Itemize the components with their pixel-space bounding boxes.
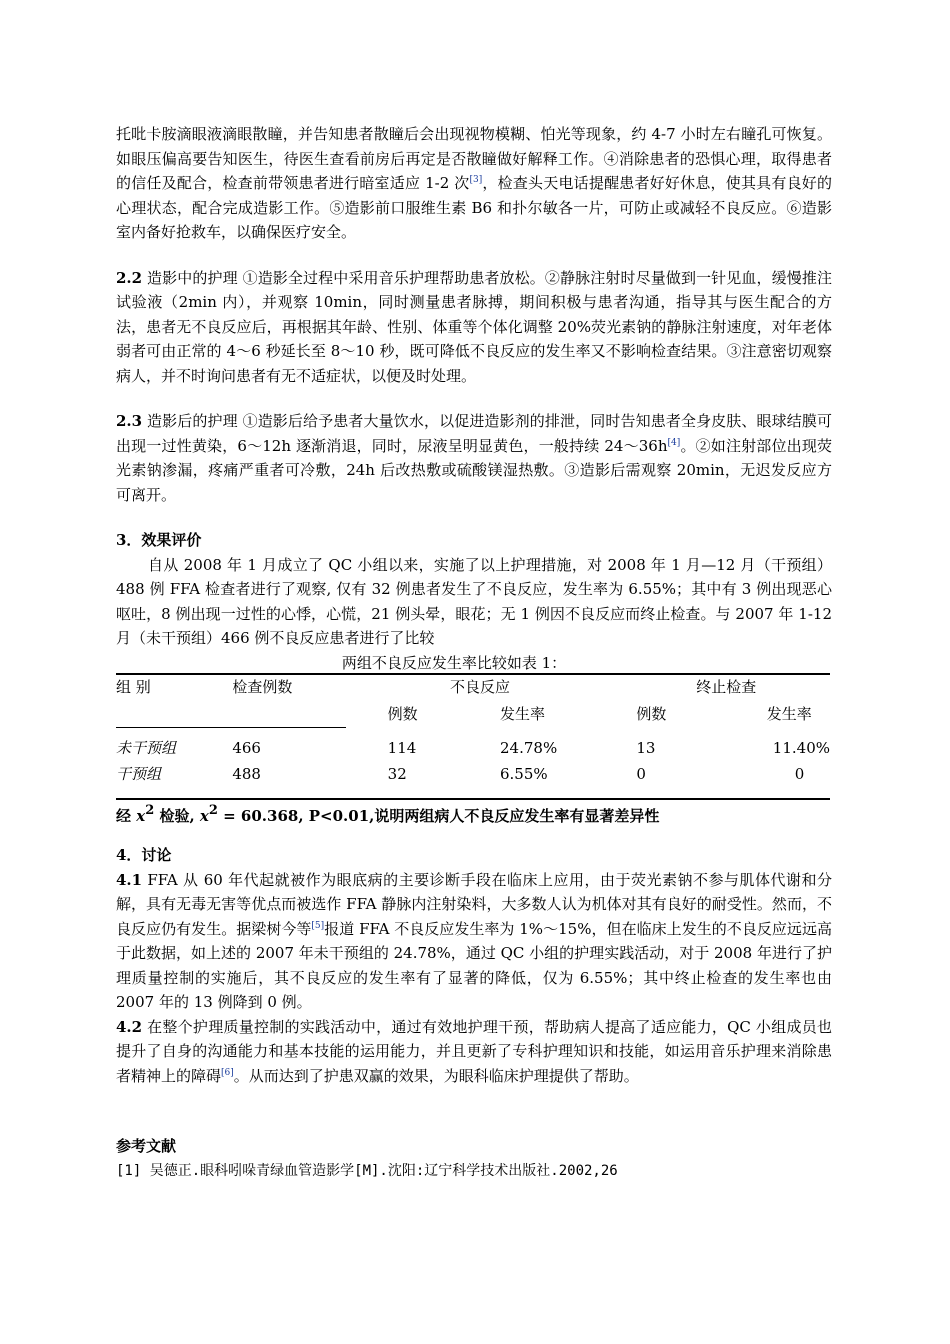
references-heading: 参考文献 — [116, 1137, 177, 1155]
comparison-table — [116, 673, 830, 800]
section-4-1 — [116, 868, 832, 1015]
section-4-2 — [116, 1015, 832, 1089]
citation-3[interactable]: [3] — [469, 175, 483, 185]
row-rate: 24.78% — [500, 739, 558, 757]
row-stop-rate: 11.40% — [772, 739, 830, 757]
text: 检验, — [154, 806, 200, 825]
text: 经 — [116, 806, 137, 825]
table-caption: 两组不良反应发生率比较如表 1： — [341, 653, 567, 672]
subheader-cases: 例数 — [387, 704, 418, 723]
section-text: 报道 FFA 不良反应发生率为 1%～15%，但在临床上发生的不良反应远远高于此数据，如上述的 2007 年未干预组的 24.78%，通过 QC 小组的护理实践活动，对于 2008 年进行了护理质量控制的实施后，其不良反应的发生率有了显著的降低，仅为 6.55%；其中终止检查的发生率也由 2007 年的 13 例降到 0 例。 — [116, 919, 832, 1011]
superscript: 2 — [145, 802, 155, 818]
reference-item: [1] 吴德正.眼科吲哚青绿血管造影学[M].沈阳:辽宁科学技术出版社.2002,26 — [116, 1162, 618, 1179]
section-4-heading: 4．讨论 — [116, 846, 172, 864]
text: x — [136, 806, 146, 825]
header-stop: 终止检查 — [696, 678, 757, 697]
citation-6[interactable]: [6] — [221, 1067, 234, 1078]
superscript: 2 — [208, 802, 218, 818]
section-text: 造影后的护理 ①造影后给予患者大量饮水，以促进造影剂的排泄，同时告知患者全身皮肤、眼球结膜可出现一过性黄染，6～12h 逐渐消退，同时，尿液呈明显黄色，一般持续 24～36h — [116, 412, 832, 455]
row-stop-rate: 0 — [794, 765, 805, 784]
row-count: 488 — [232, 765, 261, 784]
row-cases: 32 — [387, 765, 407, 784]
row-stop-cases: 13 — [636, 739, 656, 757]
table-header-row — [116, 674, 830, 701]
section-3-heading: 3．效果评价 — [116, 531, 202, 549]
paragraph-preparation — [116, 122, 832, 245]
text: 托吡卡胺滴眼液滴眼散瞳，并告知患者散瞳后会出现视物模糊、怕光等现象，约 4-7 小时左右瞳孔可恢复。如眼压偏高要告知医生，待医生查看前房后再定是否散瞳做好解释工作。④消除患者的恐惧心理，取得患者的信任及配合，检查前带领患者进行暗室适应 1-2 次 — [116, 125, 832, 192]
section-3-text: 自从 2008 年 1 月成立了 QC 小组以来，实施了以上护理措施，对 2008 年 1 月—12 月（干预组）488 例 FFA 检查者进行了观察, 仅有 32 例患者发生了不良反应，发生率为 6.55%；其中有 3 例出现恶心呕吐，8 例出现一过性的心悸，心慌，21 例头晕，眼花；无 1 例因不良反应而终止检查。与 2007 年 1-12 月（未干预组）466 例不良反应患者进行了比较 — [116, 555, 832, 647]
chi-square-result — [116, 804, 832, 829]
citation-5[interactable]: [5] — [311, 920, 325, 931]
header-count: 检查例数 — [232, 678, 293, 697]
row-group: 未干预组 — [116, 739, 177, 758]
document-body — [116, 122, 832, 1183]
section-text: 在整个护理质量控制的实践活动中，通过有效地护理干预，帮助病人提高了适应能力，QC 小组成员也提升了自身的沟通能力和基本技能的运用能力，并且更新了专科护理知识和技能，如运用音乐护理来消除患者精神上的障碍 — [116, 1017, 832, 1085]
section-number: 2.3 — [116, 412, 143, 430]
row-stop-cases: 0 — [636, 765, 646, 784]
row-rate: 6.55% — [500, 765, 548, 784]
header-group: 组 别 — [116, 678, 151, 697]
section-text: 。从而达到了护患双赢的效果，为眼科临床护理提供了帮助。 — [233, 1066, 639, 1085]
citation-4[interactable]: [4] — [667, 437, 681, 448]
table-row — [116, 762, 830, 799]
row-group: 干预组 — [116, 765, 162, 784]
section-number: 4.1 — [116, 870, 143, 889]
table-subheader-row — [116, 701, 830, 728]
subheader-stop-cases: 例数 — [636, 704, 667, 723]
section-text: 造影中的护理 ①造影全过程中采用音乐护理帮助患者放松。②静脉注射时尽量做到一针见血，缓慢推注试验液（2min 内），并观察 10min，同时测量患者脉搏，期间积极与患者沟通，指导其与医生配合的方法，患者无不良反应后，再根据其年龄、性别、体重等个体化调整 20%荧光素钠的静脉注射速度，对年老体弱者可由正常的 4～6 秒延长至 8～10 秒，既可降低不良反应的发生率又不影响检查结果。③注意密切观察病人，并不时询问患者有无不适症状，以便及时处理。 — [116, 268, 832, 385]
header-adverse: 不良反应 — [450, 678, 511, 697]
table-row — [116, 727, 830, 762]
section-number: 4.2 — [116, 1017, 143, 1036]
section-2-3 — [116, 409, 832, 507]
row-count: 466 — [232, 739, 261, 758]
subheader-rate: 发生率 — [500, 704, 546, 723]
text: = 60.368, P<0.01,说明两组病人不良反应发生率有显著差异性 — [217, 806, 660, 825]
text: ，检查头天电话提醒患者好好休息，使其具有良好的心理状态，配合完成造影工作。⑤造影前口服维生素 B6 和扑尔敏各一片，可防止或减轻不良反应。⑥造影室内备好抢救车，以确保医疗安全。 — [116, 174, 832, 241]
row-cases: 114 — [387, 739, 417, 757]
section-text: 。②如注射部位出现荧光素钠渗漏，疼痛严重者可冷敷，24h 后改热敷或硫酸镁湿热敷。③造影后需观察 20min，无迟发反应方可离开。 — [116, 436, 832, 504]
text: x — [199, 806, 209, 825]
section-number: 2.2 — [116, 268, 143, 287]
section-2-2 — [116, 266, 832, 389]
section-text: FFA 从 60 年代起就被作为眼底病的主要诊断手段在临床上应用，由于荧光素钠不参与肌体代谢和分解，具有无毒无害等优点而被选作 FFA 静脉内注射染料，大多数人认为机体对其有良好的耐受性。然而，不良反应仍有发生。据梁树今等 — [116, 870, 832, 938]
subheader-stop-rate: 发生率 — [766, 704, 812, 723]
